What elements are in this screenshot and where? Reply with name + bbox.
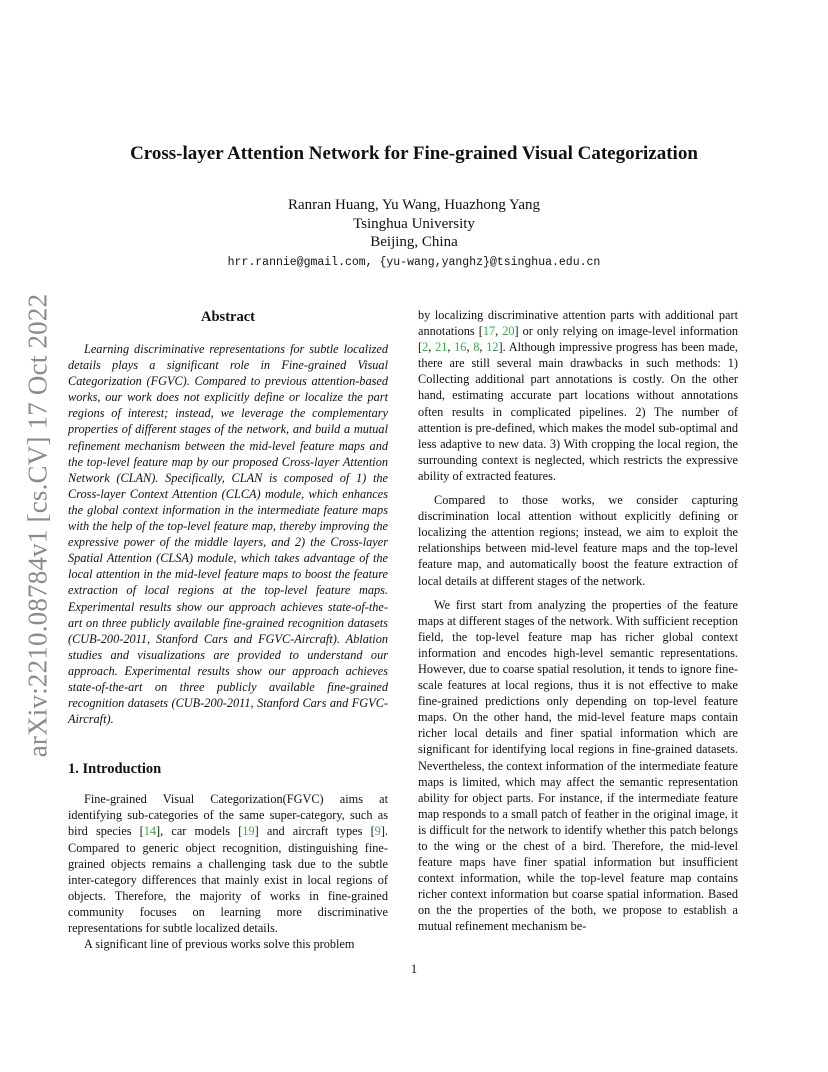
citation-link[interactable]: 12 [486, 340, 499, 355]
citation-link[interactable]: 20 [502, 324, 515, 339]
author-location: Beijing, China [370, 234, 458, 250]
text-run: ] or only relying on image-level information [ [418, 324, 738, 355]
text-run: ]. Compared to generic object recognition, distinguishing fine-grained objects remains a challenging task due to the subtle inter-category differences that mainly exist in local regions of objects. Therefore, the majority of works in fine-grained community focuses on learning more discriminative representations for subtle localized details. [68, 824, 388, 935]
intro-paragraph-3: Compared to those works, we consider capturing discrimination local attention without explicitly defining or localizing the attention regions; instead, we aim to exploit the relationships between mid-level feature maps and the top-level feature map, and automatically boost the feature extraction of local details at different stages of the network. [418, 493, 738, 588]
paper-title: Cross-layer Attention Network for Fine-grained Visual Categorization [130, 143, 698, 164]
abstract-text: Learning discriminative representations for subtle localized details plays a significant role in Fine-grained Visual Categorization (FGVC). Compared to previous attention-based works, our work does not explicitly define or localize the part regions of interest; instead, we leverage the complementary properties of different stages of the network, and build a mutual refinement mechanism between the mid-level feature maps and the top-level feature map by our proposed Cross-layer Attention Network (CLAN). Specifically, CLAN is composed of 1) the Cross-layer Context Attention (CLCA) module, which enhances the global context information in the intermediate feature maps with the help of the top-level feature map, thereby improving the expressive power of the middle layers, and 2) the Cross-layer Spatial Attention (CLSA) module, which takes advantage of the local attention in the mid-level feature maps to boost the feature extraction of local regions at the top-level feature maps. Experimental results show our approach achieves state-of-the-art on three publicly available fine-grained recognition datasets (CUB-200-2011, Stanford Cars and FGVC-Aircraft). Ablation studies and visualizations are provided to understand our approach. Experimental results show our approach achieves state-of-the-art on three publicly available fine-grained recognition datasets (CUB-200-2011, Stanford Cars and FGVC-Aircraft). [68, 342, 388, 727]
text-run: by localizing discriminative attention parts with additional part annotations [ [418, 308, 738, 339]
abstract-heading: Abstract [201, 309, 255, 325]
arxiv-identifier-text: arXiv:2210.08784v1 [cs.CV] 17 Oct 2022 [22, 293, 53, 757]
citation-link[interactable]: 2 [422, 340, 429, 355]
text-run: ]. Although impressive progress has been made, there are still several main drawbacks in such methods: 1) Collecting additional part annotations is costly. On the other hand, estimating accurate part locations without annotations often results in complicated pipelines. 2) The number of attention is pre-defined, which makes the model sub-optimal and less adaptive to new data. 3) With cropping the local region, the surrounding context is neglected, which restricts the expressive ability of extracted features. [418, 340, 738, 483]
citation-link[interactable]: 9 [374, 824, 381, 839]
citation-link[interactable]: 8 [473, 340, 480, 355]
author-emails: hrr.rannie@gmail.com, {yu-wang,yanghz}@tsinghua.edu.cn [227, 256, 601, 269]
author-names: Ranran Huang, Yu Wang, Huazhong Yang [287, 197, 541, 213]
intro-paragraph-2-continued [418, 307, 738, 484]
left-column [68, 307, 388, 952]
intro-paragraph-4: We first start from analyzing the properties of the feature maps at different stages of the network. With sufficient reception field, the top-level feature map has richer global context information and encodes high-level semantic representations. However, due to coarse spatial resolution, it tends to ignore fine-scale features at local regions, thus it is not effective to make fine-grained predictions only depending on top-level feature maps. On the other hand, the mid-level feature maps contain richer local details and finer spatial information which are significant for identifying local regions in fine-grained datasets. Nevertheless, the context information of the intermediate feature maps is limited, which may affect the semantic representation ability for object parts. For instance, if the intermediate feature map responds to a small patch of feather in the original image, it is difficult for the network to identify whether this patch belongs to the wing or the chest of a bird. Therefore, the mid-level feature maps have finer spatial information but insufficient context information, while the top-level feature map contains richer context information but coarse spatial information. Based on the the properties of the both, we propose to establish a mutual refinement mechanism be- [418, 597, 738, 934]
citation-link[interactable]: 16 [454, 340, 467, 355]
text-run: , [495, 324, 503, 339]
text-run: , [479, 340, 487, 355]
text-run: , [466, 340, 474, 355]
citation-link[interactable]: 19 [242, 824, 255, 839]
author-affiliation: Tsinghua University [353, 215, 475, 232]
author-block [100, 196, 728, 252]
citation-link[interactable]: 17 [482, 324, 496, 339]
text-run: ], car models [ [156, 824, 243, 839]
citation-link[interactable]: 14 [143, 824, 157, 839]
citation-link[interactable]: 21 [435, 340, 448, 355]
intro-paragraph-2-start: A significant line of previous works solve this problem [84, 937, 355, 952]
introduction-heading: 1. Introduction [68, 761, 162, 778]
text-run: , [428, 340, 436, 355]
text-run: , [447, 340, 455, 355]
intro-paragraph-1 [68, 791, 388, 936]
page-number: 1 [410, 962, 418, 976]
arxiv-identifier [18, 290, 58, 760]
text-run: Fine-grained Visual Categorization(FGVC) aims at identifying sub-categories of the same super-category, such as bird species [ [68, 792, 388, 839]
right-column [418, 307, 738, 935]
text-run: ] and aircraft types [ [254, 824, 375, 839]
